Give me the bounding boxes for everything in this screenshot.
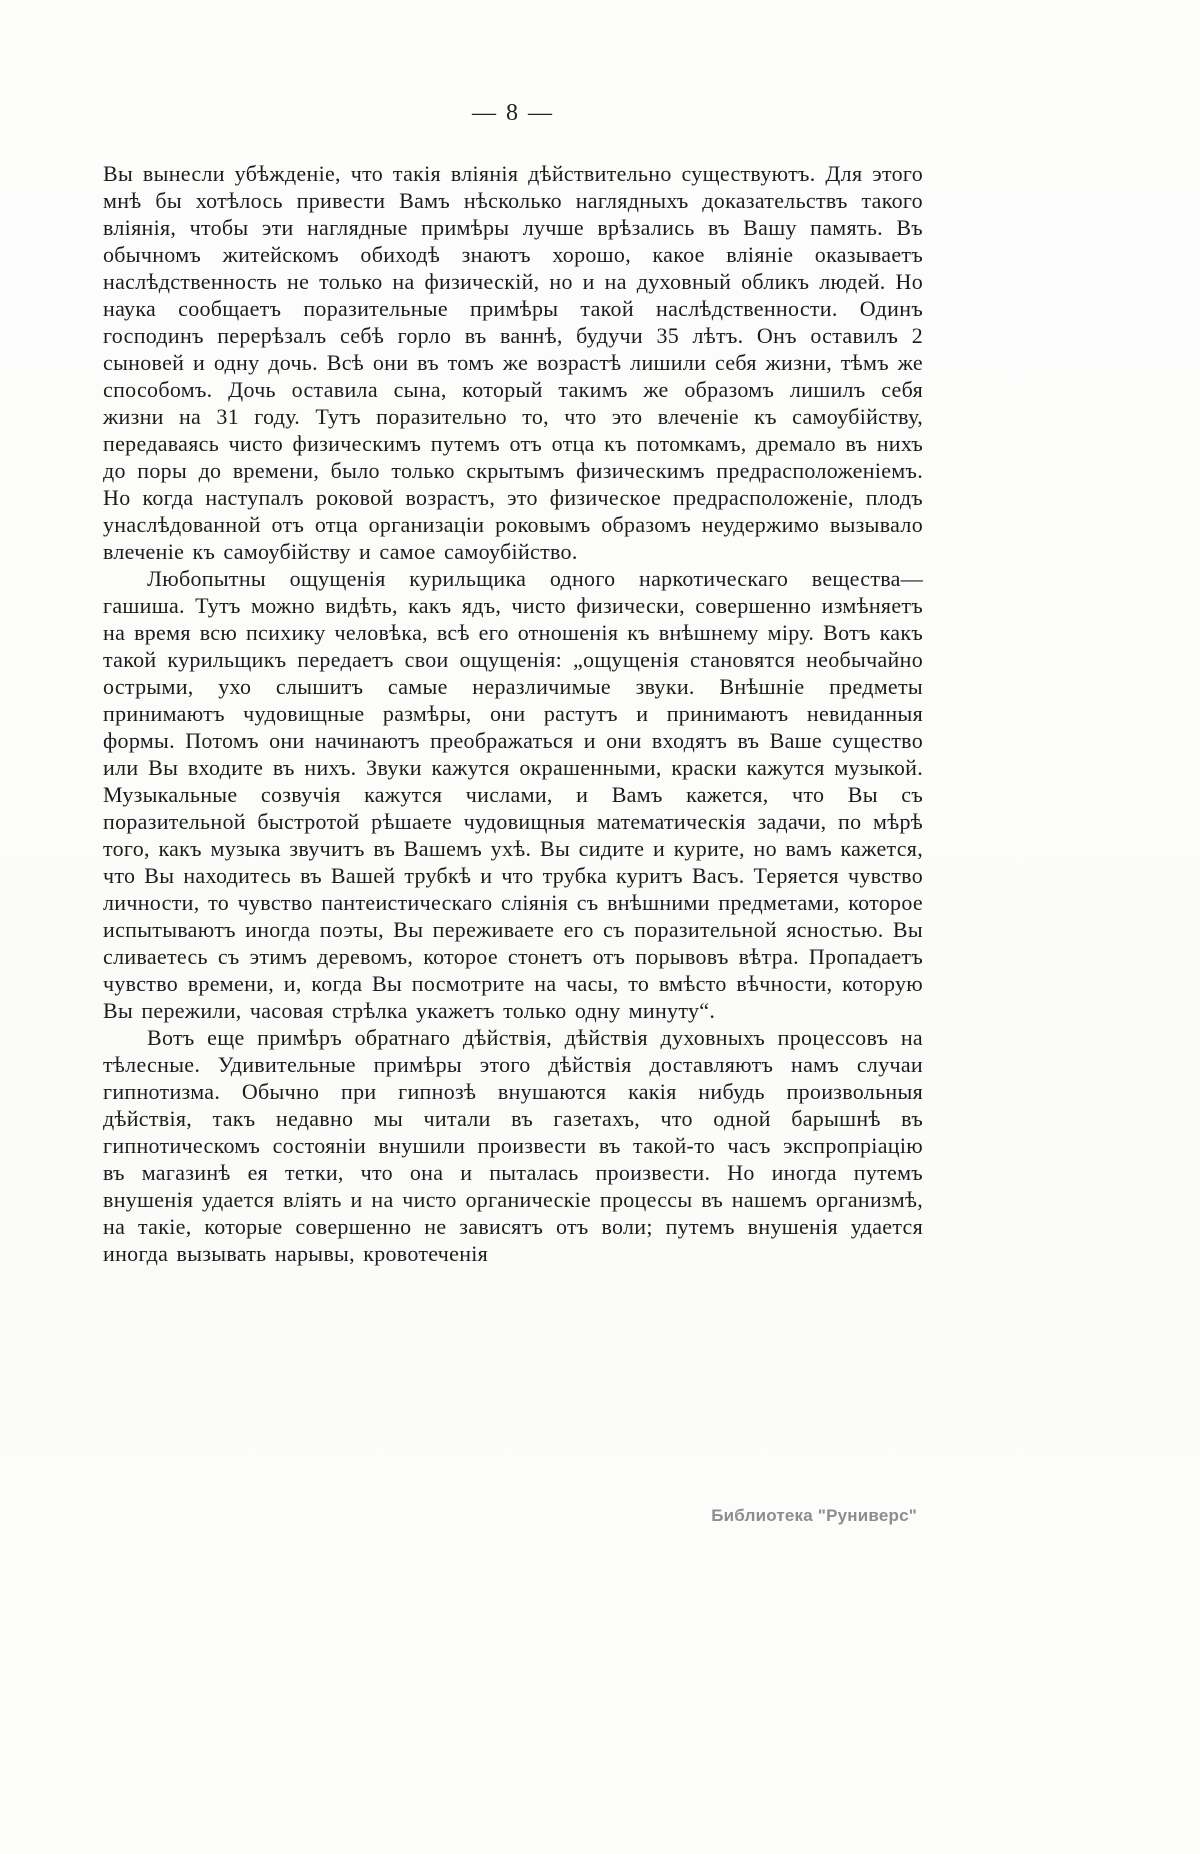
paragraph-hashish: Любопытны ощущенія курильщика одного наркотическаго вещества—гашиша. Тутъ можно видѣть, какъ ядъ, чисто физически, совершенно измѣняетъ на время всю психику человѣка, всѣ его отношенія къ внѣшнему міру. Вотъ какъ такой курильщикъ передаетъ свои ощущенія: „ощущенія становятся необычайно острыми, ухо слышитъ самые неразличимые звуки. Внѣшніе предметы принимаютъ чудовищные размѣры, они растутъ и принимаютъ невиданныя формы. Потомъ они начинаютъ преображаться и они входятъ въ Ваше существо или Вы входите въ нихъ. Звуки кажутся окрашенными, краски кажутся музыкой. Музыкальные созвучія кажутся числами, и Вамъ кажется, что Вы съ поразительной быстротой рѣшаете чудовищныя математическія задачи, по мѣрѣ того, какъ музыка звучитъ въ Вашемъ ухѣ. Вы сидите и курите, но вамъ кажется, что Вы находитесь въ Вашей трубкѣ и что трубка куритъ Васъ. Теряется чувство личности, то чувство пантеистическаго сліянія съ внѣшними предметами, которое испытываютъ иногда поэты, Вы переживаете его съ поразительной ясностью. Вы сливаетесь съ этимъ деревомъ, которое стонетъ отъ порывовъ вѣтра. Пропадаетъ чувство времени, и, когда Вы посмотрите на часы, то вмѣсто вѣчности, которую Вы пережили, часовая стрѣлка укажетъ только одну минуту“.: [103, 566, 923, 1023]
text-block: [103, 160, 923, 1267]
paragraph-heredity: Вы вынесли убѣжденіе, что такія вліянія дѣйствительно существуютъ. Для этого мнѣ бы хотѣлось привести Вамъ нѣсколько наглядныхъ доказательствъ такого вліянія, чтобы эти наглядные примѣры лучше врѣзались въ Вашу память. Въ обычномъ житейскомъ обиходѣ знаютъ хорошо, какое вліяніе оказываетъ наслѣдственность не только на физическій, но и на духовный обликъ людей. Но наука сообщаетъ поразительные примѣры такой наслѣдственности. Одинъ господинъ перерѣзалъ себѣ горло въ ваннѣ, будучи 35 лѣтъ. Онъ оставилъ 2 сыновей и одну дочь. Всѣ они въ томъ же возрастѣ лишили себя жизни, тѣмъ же способомъ. Дочь оставила сына, который такимъ же образомъ лишилъ себя жизни на 31 году. Тутъ поразительно то, что это влеченіе къ самоубійству, передаваясь чисто физическимъ путемъ отъ отца къ потомкамъ, дремало въ нихъ до поры до времени, было только скрытымъ физическимъ предрасположеніемъ. Но когда наступалъ роковой возрастъ, это физическое предрасположеніе, плодъ унаслѣдованной отъ отца организаціи роковымъ образомъ неудержимо вызывало влеченіе къ самоубійству и самое самоубійство.: [103, 161, 923, 564]
library-watermark: Библиотека "Руниверс": [711, 1506, 917, 1525]
paragraph-hypnotism: Вотъ еще примѣръ обратнаго дѣйствія, дѣйствія духовныхъ процессовъ на тѣлесные. Удивительные примѣры этого дѣйствія доставляютъ намъ случаи гипнотизма. Обычно при гипнозѣ внушаются какія нибудь произвольныя дѣйствія, такъ недавно мы читали въ газетахъ, что одной барышнѣ въ гипнотическомъ состояніи внушили произвести въ такой-то часъ экспропріацію въ магазинѣ ея тетки, что она и пыталась произвести. Но иногда путемъ внушенія удается вліять и на чисто органическіе процессы въ нашемъ организмѣ, на такіе, которые совершенно не зависятъ отъ воли; путемъ внушенія удается иногда вызывать нарывы, кровотеченія: [103, 1025, 923, 1266]
page-number: — 8 —: [472, 100, 554, 126]
